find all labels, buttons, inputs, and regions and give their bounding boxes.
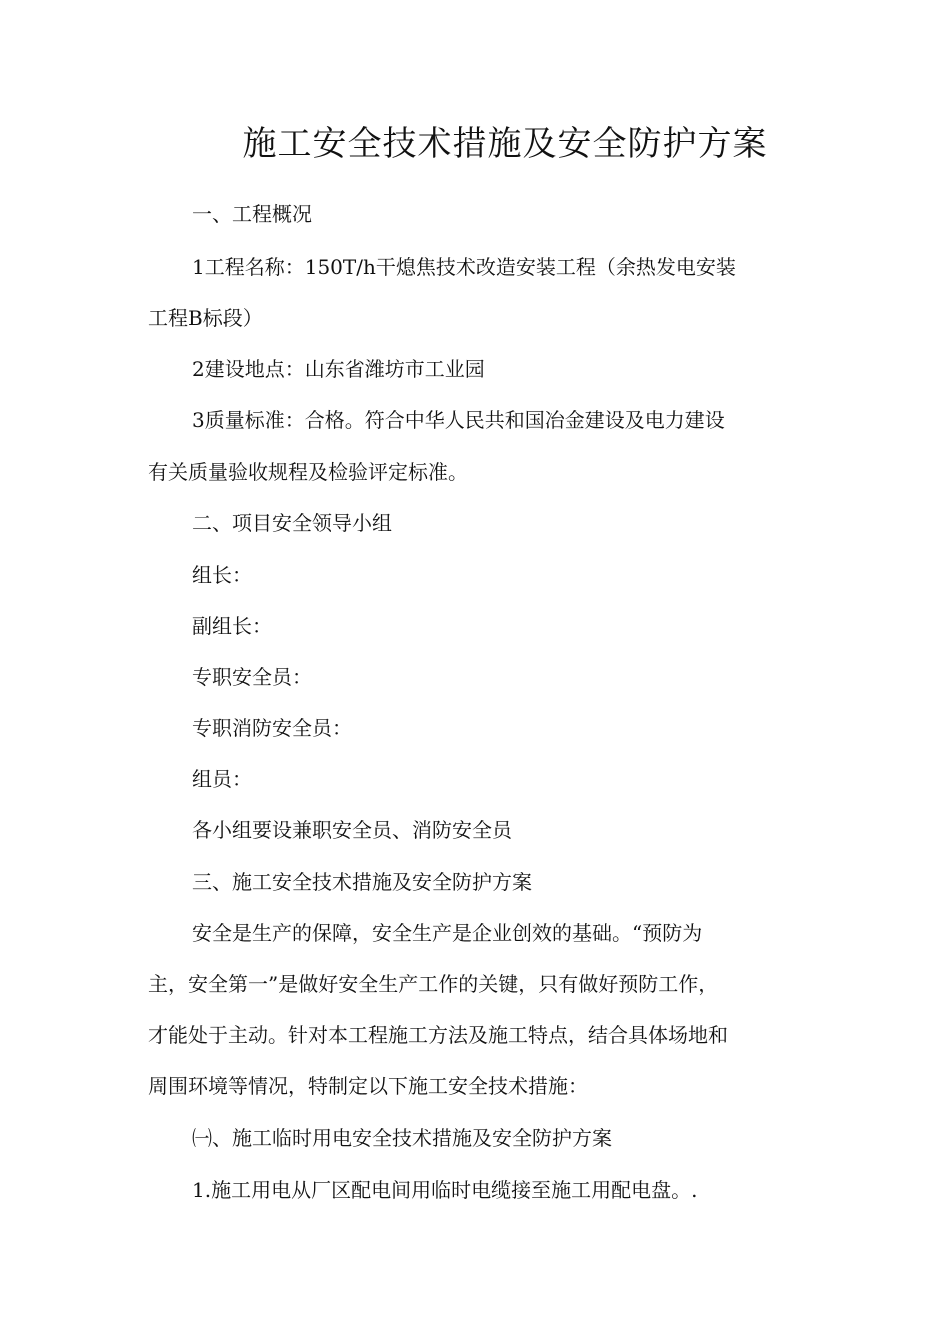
temporary-power-item-1: 1.施工用电从厂区配电间用临时电缆接至施工用配电盘。. [192,1178,698,1202]
subgroup-officers-line: 各小组要设兼职安全员、消防安全员 [192,818,512,842]
construction-site-line: 2建设地点：山东省潍坊市工业园 [192,357,485,381]
project-name-continuation: 工程B标段） [148,306,263,330]
paragraph-line-2: 主，安全第一”是做好安全生产工作的关键，只有做好预防工作， [148,972,719,996]
safety-officer-line: 专职安全员： [192,665,312,689]
quality-standard-continuation: 有关质量验收规程及检验评定标准。 [148,460,468,484]
paragraph-line-3: 才能处于主动。针对本工程施工方法及施工特点，结合具体场地和 [148,1023,728,1047]
deputy-leader-line: 副组长： [192,614,272,638]
quality-standard-line: 3质量标准：合格。符合中华人民共和国冶金建设及电力建设 [192,408,725,432]
group-members-line: 组员： [192,767,252,791]
fire-safety-officer-line: 专职消防安全员： [192,716,352,740]
section-heading-project-overview: 一、工程概况 [192,202,312,226]
section-heading-safety-group: 二、项目安全领导小组 [192,511,392,535]
paragraph-line-4: 周围环境等情况，特制定以下施工安全技术措施： [148,1074,588,1098]
subsection-heading-temporary-power: ㈠、施工临时用电安全技术措施及安全防护方案 [192,1126,612,1150]
paragraph-line-1: 安全是生产的保障，安全生产是企业创效的基础。“预防为 [192,921,703,945]
group-leader-line: 组长： [192,563,252,587]
section-heading-safety-measures: 三、施工安全技术措施及安全防护方案 [192,870,532,894]
document-title: 施工安全技术措施及安全防护方案 [242,124,768,164]
project-name-line: 1工程名称：150T/h干熄焦技术改造安装工程（余热发电安装 [192,255,736,279]
